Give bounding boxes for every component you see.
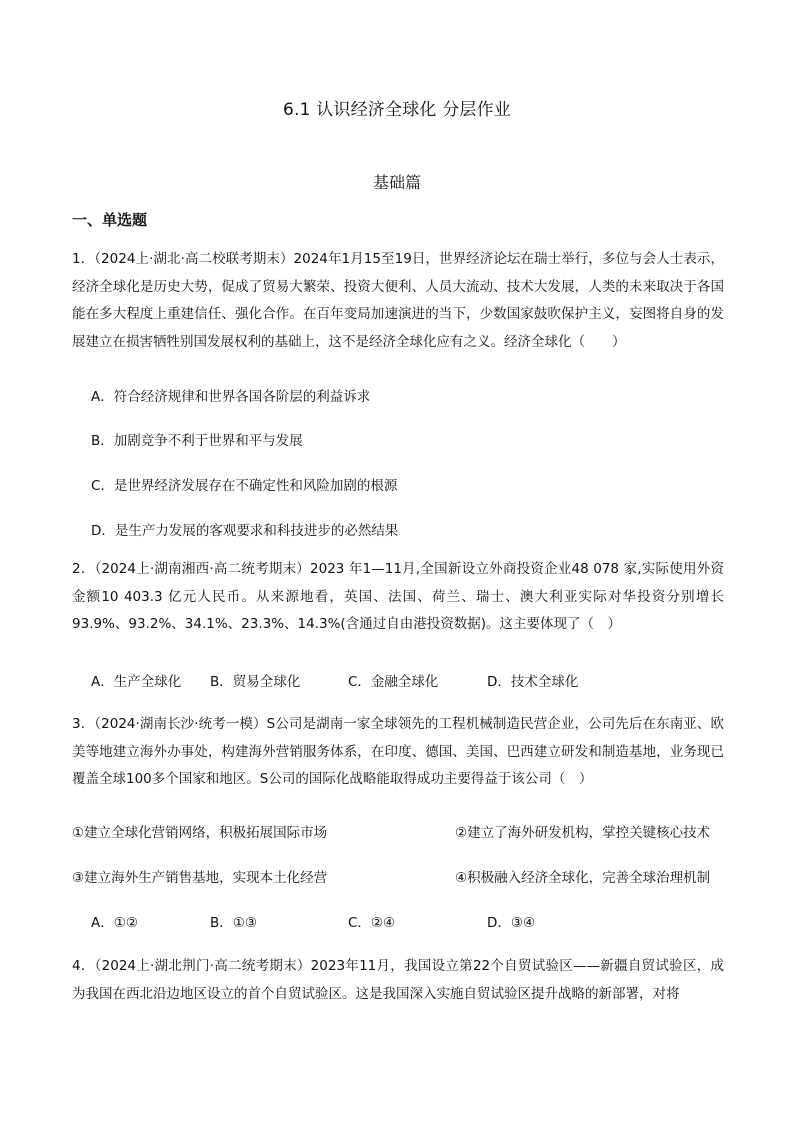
q3-item-1: ①建立全球化营销网络，积极拓展国际市场 [72, 825, 328, 841]
page-title: 6.1 认识经济全球化 分层作业 [282, 100, 512, 120]
question-type-heading: 一、单选题 [72, 211, 148, 229]
q1-option-b: B．加剧竞争不利于世界和平与发展 [91, 433, 303, 449]
q3-option-a: A．①② [91, 915, 138, 931]
q3-item-3: ③建立海外生产销售基地，实现本土化经营 [72, 870, 328, 886]
q3-option-b: B．①③ [210, 915, 257, 931]
q1-option-d: D．是生产力发展的客观要求和科技进步的必然结果 [91, 523, 399, 539]
q3-item-2: ②建立了海外研发机构，掌控关键核心技术 [455, 825, 711, 841]
q1-option-c: C．是世界经济发展存在不确定性和风险加剧的根源 [91, 478, 398, 494]
section-heading-basic: 基础篇 [372, 173, 421, 192]
q2-option-d: D．技术全球化 [487, 674, 579, 690]
q3-option-d: D．③④ [487, 915, 536, 931]
question-2-stem: 2．（2024上·湖南湘西·高二统考期末）2023 年1—11月,全国新设立外商投资企业48 078 家,实际使用外资金额10 403.3 亿元人民币。从来源地看，英国、法国、荷兰、瑞士、澳大利亚实际对华投资分别增长93.9%、93.2%、34.1%、23.3%、14.3%(含通过自由港投资数据)。这主要体现了（ ） [72, 561, 724, 632]
question-4-stem: 4．（2024上·湖北荆门·高二统考期末）2023年11月，我国设立第22个自贸试验区——新疆自贸试验区，成为我国在西北沿边地区设立的首个自贸试验区。这是我国深入实施自贸试验区提升战略的新部署，对将 [72, 958, 724, 1002]
q3-option-c: C．②④ [348, 915, 396, 931]
question-3-stem: 3．（2024·湖南长沙·统考一模）S公司是湖南一家全球领先的工程机械制造民营企业，公司先后在东南亚、欧美等地建立海外办事处，构建海外营销服务体系，在印度、德国、美国、巴西建立研发和制造基地，业务现已覆盖全球100多个国家和地区。S公司的国际化战略能取得成功主要得益于该公司（ ） [72, 716, 724, 787]
q2-option-c: C．金融全球化 [348, 674, 439, 690]
q1-option-a: A．符合经济规律和世界各国各阶层的利益诉求 [91, 389, 371, 405]
q3-item-4: ④积极融入经济全球化，完善全球治理机制 [455, 870, 711, 886]
question-1-stem: 1．（2024上·湖北·高二校联考期末）2024年1月15至19日，世界经济论坛在瑞士举行，多位与会人士表示，经济全球化是历史大势，促成了贸易大繁荣、投资大便利、人员大流动、技术大发展，人类的未来取决于各国能在多大程度上重建信任、强化合作。在百年变局加速演进的当下，少数国家鼓吹保护主义，妄图将自身的发展建立在损害牺牲别国发展权利的基础上，这不是经济全球化应有之义。经济全球化（ ） [72, 251, 724, 350]
q2-option-b: B．贸易全球化 [210, 674, 301, 690]
q2-option-a: A．生产全球化 [91, 674, 182, 690]
